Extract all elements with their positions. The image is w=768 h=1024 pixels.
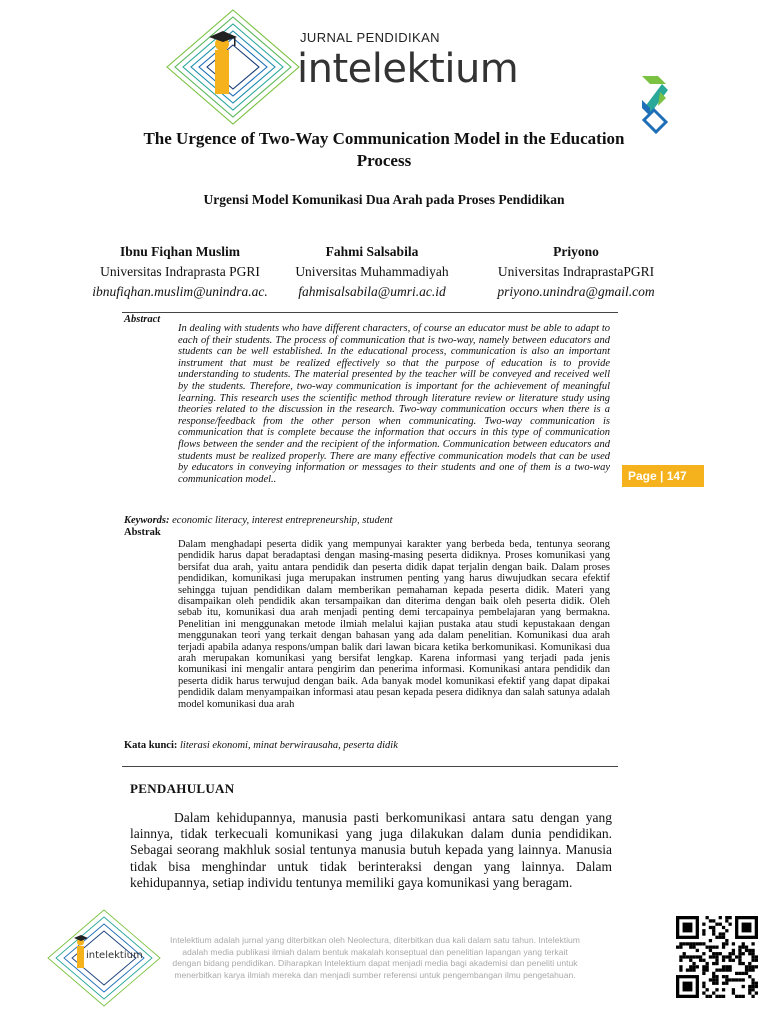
abstrak-label: Abstrak [124, 527, 161, 538]
journal-logo-icon [163, 8, 303, 126]
article-subtitle: Urgensi Model Komunikasi Dua Arah pada Proses Pendidikan [203, 192, 565, 207]
author-email[interactable]: ibnufiqhan.muslim@unindra.ac. [92, 284, 268, 299]
brand-mark-icon [636, 70, 672, 136]
footer-note: Intelektium adalah jurnal yang diterbitkan oleh Neolectura, diterbitkan dua kali dalam satu tahun. Intelektium adalah media publikasi ilmiah dalam bentuk makalah konseptual dan penelitian lapangan yang terkait dengan bidang pendidikan. Diharapkan Intelektium dapat menjadi media bagi akademisi dan peneliti untuk menerbitkan karya ilmiah mereka dan menjadi sumber referensi untuk pengembangan ilmu pengetahuan. [170, 935, 580, 980]
katakunci-row [124, 740, 398, 751]
abstract-label: Abstract [124, 314, 161, 325]
author-block [272, 242, 472, 302]
author-email[interactable]: fahmisalsabila@umri.ac.id [298, 284, 446, 299]
page-number-badge: Page | 147 [622, 465, 704, 487]
author-affiliation: Universitas Indraprasta PGRI [100, 264, 260, 279]
author-name: Ibnu Fiqhan Muslim [119, 244, 241, 259]
section-heading: PENDAHULUAN [130, 781, 235, 796]
katakunci-value: literasi ekonomi, minat berwirausaha, peserta didik [177, 740, 398, 751]
footer-logo-text: intelektium [86, 950, 143, 961]
author-email[interactable]: priyono.unindra@gmail.com [497, 284, 655, 299]
author-name: Priyono [553, 244, 599, 259]
katakunci-label: Kata kunci: [124, 740, 178, 751]
journal-kicker: JURNAL PENDIDIKAN [300, 30, 440, 45]
author-affiliation: Universitas IndraprastaPGRI [497, 264, 655, 279]
qr-code-icon [676, 916, 758, 998]
abstract-text: In dealing with students who have different characters, of course an educator must be able to adapt to each of their students. The process of communication that is two-way, namely between educators and students can be well established. In the educational process, communication is also an important instrument that must be realized effectively so that the purpose of education is to provide understanding to students. The material presented by the teacher will be conveyed and received well by the students. Therefore, two-way communication is important for the achievement of meaningful learning. This research uses the scientific method through literature review or literature study using theories related to the discussion in the research. Two-way communication occurs when there is a response/feedback from the other person when communicating. Two-way communication is communication that is complete because the information that occurs in this type of communication flows between the sender and the recipient of the information. Communication between educators and students must be realized properly. There are many effective communication models that can be used by educators in conveying information or messages to their students and one of them is a two-way communication model.. [178, 323, 610, 485]
keywords-row [124, 515, 393, 526]
author-block [476, 242, 676, 302]
keywords-label: Keywords: [124, 515, 170, 526]
keywords-value: economic literacy, interest entrepreneurship, student [169, 515, 393, 526]
article-title: The Urgence of Two-Way Communication Model in the Education Process [143, 129, 625, 170]
divider [122, 312, 618, 313]
author-affiliation: Universitas Muhammadiyah [295, 264, 449, 279]
author-name: Fahmi Salsabila [325, 244, 419, 259]
journal-name: intelektium [297, 46, 519, 92]
abstrak-text: Dalam menghadapi peserta didik yang mempunyai karakter yang berbeda beda, tentunya seorang pendidik harus dapat beradaptasi dengan masing-masing peserta didiknya. Proses komunikasi yang bersifat dua arah, yaitu antara pendidik dan peserta didik dapat terjalin dengan baik. Dalam proses pendidikan, komunikasi juga merupakan instrumen penting yang harus diwujudkan secara efektif sehingga tujuan pendidikan dalam memberikan pemahaman kepada peserta didik. Materi yang disampaikan oleh pendidik akan tersampaikan dan diterima dengan baik oleh peserta didik. Oleh sebab itu, komunikasi dua arah menjadi penting demi tercapainya pembelajaran yang bermakna. Penelitian ini menggunakan metode ilmiah melalui kajian pustaka atau studi kepustakaan dengan menggunakan teori yang terkait dengan bahasan yang ada dalam penelitian. Komunikasi dua arah terjadi apabila adanya respons/umpan balik dari lawan bicara ketika berkomunikasi. Komunikasi dua arah merupakan komunikasi yang bersifat lengkap. Karena informasi yang terjadi pada jenis komunikasi ini mengalir antara pengirim dan penerima informasi. Komunikasi antara pendidik dan peserta didik harus terwujud dengan baik. Ada banyak model komunikasi efektif yang dapat dipakai pendidik dalam menyampaikan informasi atau pesan kepada pesera didiknya dan salah satunya adalah model komunikasi dua arah [178, 539, 610, 710]
author-block [80, 242, 280, 302]
divider [122, 766, 618, 767]
intro-paragraph: Dalam kehidupannya, manusia pasti berkomunikasi antara satu dengan yang lainnya, tidak terkecuali komunikasi yang juga dilakukan dalam dunia pendidikan. Sebagai seorang makhluk sosial tentunya manusia butuh kepada yang lainnya. Manusia tidak bisa menghindar untuk tidak berinteraksi dengan yang lainnya. Dalam kehidupannya, setiap individu tentunya memiliki gaya komunikasi yang beragam. [130, 810, 612, 890]
